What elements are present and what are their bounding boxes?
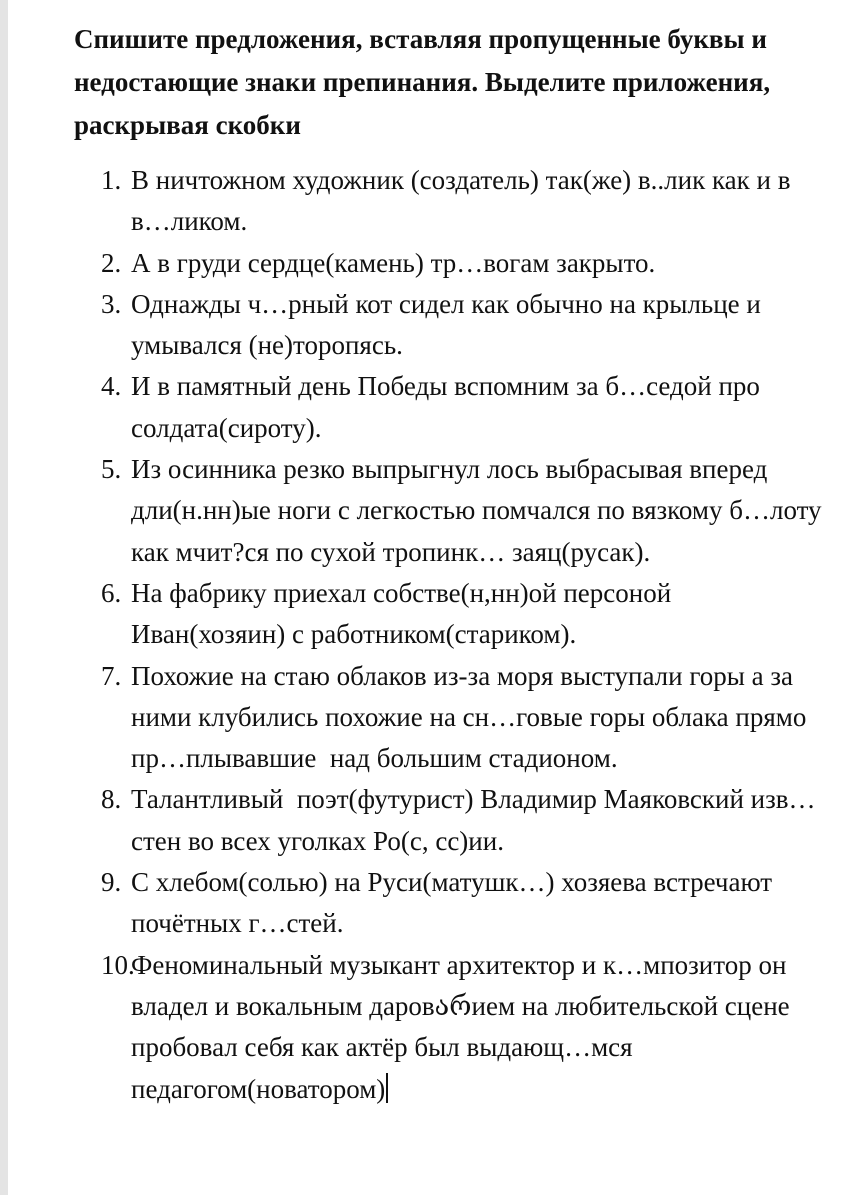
list-item (8, 284, 848, 367)
item-text: С хлебом(солью) на Руси(матушк…) хозяева встречают почётных г…стей. (131, 867, 779, 939)
item-number: 8. (101, 784, 122, 815)
list-item (8, 573, 848, 656)
item-number: 10. (101, 949, 135, 980)
item-number: 6. (101, 577, 122, 608)
list-item (8, 243, 848, 284)
item-text: А в груди сердце(камень) тр…вогам закрыто. (131, 247, 656, 278)
item-number: 2. (101, 247, 122, 278)
item-text: Однажды ч…рный кот сидел как обычно на крыльце и умывался (не)торопясь. (131, 288, 768, 361)
list-item (8, 862, 848, 945)
list-item (8, 779, 848, 862)
item-text: Из осинника резко выпрыгнул лось выбрасывая вперед дли(н.нн)ые ноги с легкостью помчался по вязкому б…лоту как мчит?ся по сухой тропинк… заяц(русак). (131, 454, 829, 567)
list-item (8, 366, 848, 449)
item-text: В ничтожном художник (создатель) так(же) в..лик как и в в…ликом. (131, 165, 798, 237)
item-text[interactable] (131, 945, 828, 1110)
item-number: 9. (101, 867, 122, 898)
text-cursor (386, 1073, 388, 1103)
item-number: 5. (101, 454, 122, 485)
item-text: И в памятный день Победы вспомним за б…седой про солдата(сироту). (131, 371, 767, 443)
item-text: Похожие на стаю облаков из-за моря выступали горы а за ними клубились похожие на сн…говые горы облака прямо пр…плывавшие над большим стадионом. (131, 660, 814, 774)
item-text: Талантливый поэт(футурист) Владимир Маяковский изв…стен во всех уголках Ро(с, сс)ии. (131, 784, 816, 856)
list-item (8, 160, 848, 243)
exercise-heading: Спишите предложения, вставляя пропущенные буквы и недостающие знаки препинания. Выделите приложения, раскрывая скобки (74, 24, 771, 140)
item-number: 4. (101, 371, 122, 402)
list-item (8, 656, 848, 780)
list-item (8, 449, 848, 573)
exercise-list (8, 160, 848, 1110)
item-number: 3. (101, 288, 122, 319)
item-text-content: Феноминальный музыкант архитектор и к…мпозитор он владел и вокальным даровარием на любительской сцене пробовал себя как актёр был выдающ…мся педагогом(новатором) (131, 949, 797, 1104)
list-item (8, 945, 848, 1110)
item-text: На фабрику приехал собстве(н,нн)ой персоной Иван(хозяин) с работником(стариком). (131, 577, 678, 650)
item-number: 1. (101, 165, 122, 195)
item-number: 7. (101, 660, 122, 691)
